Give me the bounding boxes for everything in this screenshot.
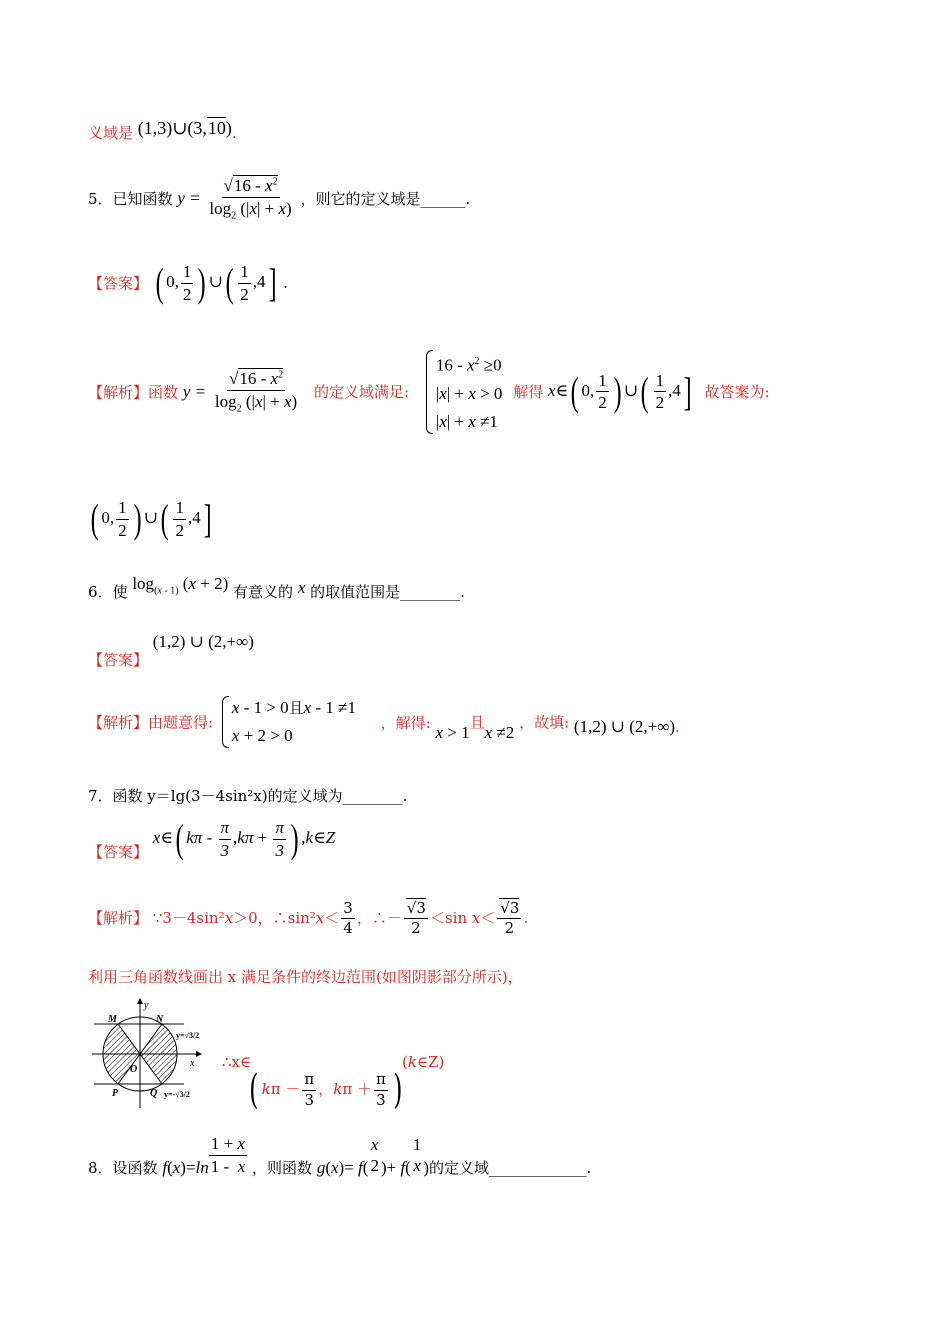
q5-question: 5．已知函数 y = $\frac{√16 - x^2}{\log_2 (|x| + x)}$ ，则它的定义域是______. <box>88 176 471 221</box>
q8-question: 8．设函数 f(x)=ln $\frac{1 + x}{1 - x}$ ，则函数 g(x)= f( x 2 )+ f( 1 x )的定义域_____________. <box>88 1134 592 1178</box>
label-O: O <box>130 1064 138 1075</box>
q5-result: x∈( 0, $\frac{1}{2}$ ) ∪( $\frac{1}{2}$ ,4] <box>548 368 692 414</box>
q6-analysis: 【解析】由题意得: x - 1 > 0且x - 1 ≠1 x + 2 > 0 ，解得: x > 1且x ≠2 ，故填: (1,2) ∪ (2,+∞). <box>88 694 680 750</box>
q5-answer: 【答案】 ( 0, $\frac{1}{2}$ ) ∪( $\frac{1}{2}$ ,4] . <box>88 260 288 306</box>
q5-analysis-fraction: $\frac{√16 - x^2}{\log_2 (|x| + x)}$ <box>214 369 298 415</box>
label-bottom-line: y=-√3/2 <box>164 1090 190 1099</box>
label-x: x <box>190 1058 195 1069</box>
q4-answer-tail: 义域是 (1,3)∪(3,10). <box>88 118 237 142</box>
q7-analysis-line2: 利用三角函数线画出 x 满足条件的终边范围(如图阴影部分所示)， <box>88 968 523 986</box>
label-top-line: y=√3/2 <box>176 1031 200 1040</box>
q5-answer-math: ( 0, $\frac{1}{2}$ ) ∪( $\frac{1}{2}$ ,4] <box>155 260 277 306</box>
q5-analysis: 【解析】函数 y = $\frac{√16 - x^2}{\log_2 (|x| + x)}$ 的定义域满足: $16 - x^2 \ge 0$ |x| + x > 0 |x| + x ≠1 解得 x∈( 0, $\frac{1}{2}$ ) ∪( $\frac{1}{2}$ ,4] 故答案为: <box>88 348 770 436</box>
q7-conclusion: ∴x∈ <box>222 1053 252 1071</box>
q8-f-fraction: $\frac{1 + x}{1 - x}$ <box>210 1134 246 1176</box>
label-y: y <box>144 1000 149 1011</box>
q7-analysis-text: ∵3－4sin²x＞0，∴sin²x＜ $\frac{3}{4}$ ，∴－ $\frac{√3}{2}$ ＜sin x＜ $\frac{√3}{2}$ . <box>152 899 529 938</box>
q6-question: 6．使 $\log_{(x - 1)} (x + 2)$ 有意义的 x 的取值范围是________. <box>88 574 465 601</box>
q7-conclusion-k: (k∈Z) <box>402 1053 445 1071</box>
label-P: P <box>112 1088 119 1099</box>
q6-system: x - 1 > 0且x - 1 ≠1 x + 2 > 0 <box>222 694 372 750</box>
q7-question: 7．函数 y＝lg(3－4sin²x)的定义域为________. <box>88 787 408 805</box>
q5-final-answer: ( 0, $\frac{1}{2}$ ) ∪( $\frac{1}{2}$ ,4] <box>90 496 212 542</box>
q4-interval: (1,3)∪(3,10) <box>137 118 232 138</box>
q7-answer-math: x∈( kπ - $\frac{\pi}{3}$ ,kπ + $\frac{\pi}{3}$ ) ,k∈Z <box>152 816 336 862</box>
unit-circle-figure <box>88 996 218 1111</box>
q7-conclusion-interval: ( kπ － $\frac{\pi}{3}$ ，kπ ＋ $\frac{\pi}{3}$ ) <box>249 1067 403 1113</box>
label-N: N <box>156 1014 164 1025</box>
q7-answer: 【答案】 x∈( kπ - $\frac{\pi}{3}$ ,kπ + $\frac{\pi}{3}$ ) ,k∈Z <box>88 816 336 862</box>
q5-system: $16 - x^2 \ge 0$ |x| + x > 0 |x| + x ≠1 <box>426 348 503 436</box>
label-M: M <box>108 1014 117 1025</box>
q6-answer: 【答案】 (1,2) ∪ (2,+∞) <box>88 632 254 669</box>
label-Q: Q <box>150 1088 158 1099</box>
q5-function-fraction: $\frac{√16 - x^2}{\log_2 (|x| + x)}$ <box>209 176 292 221</box>
q7-analysis: 【解析】 ∵3－4sin²x＞0，∴sin²x＜ $\frac{3}{4}$ ，∴－ $\frac{√3}{2}$ ＜sin x＜ $\frac{√3}{2}$ . <box>88 899 529 938</box>
